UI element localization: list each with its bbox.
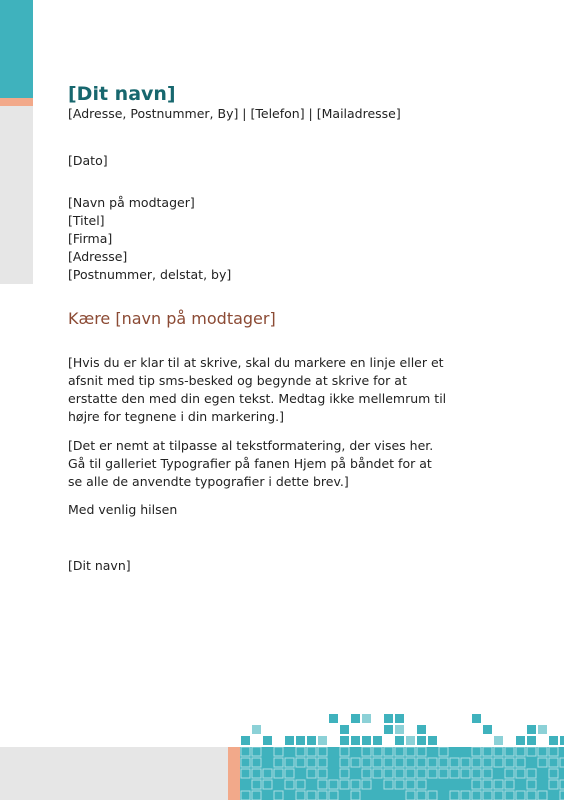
mosaic-grid-cell bbox=[505, 758, 514, 767]
mosaic-grid-cell bbox=[538, 747, 547, 756]
mosaic-pixel bbox=[395, 714, 404, 723]
mosaic-grid-cell bbox=[472, 758, 481, 767]
mosaic-grid-cell bbox=[516, 758, 525, 767]
mosaic-grid-cell bbox=[538, 791, 547, 800]
mosaic-grid-cell bbox=[241, 791, 250, 800]
mosaic-pixel bbox=[340, 725, 349, 734]
mosaic-grid-cell bbox=[417, 747, 426, 756]
mosaic-grid-cell bbox=[428, 758, 437, 767]
mosaic-grid-cell bbox=[252, 758, 261, 767]
mosaic-grid-cell bbox=[494, 780, 503, 789]
mosaic-grid-cell bbox=[483, 758, 492, 767]
mosaic-pixel bbox=[516, 736, 525, 745]
mosaic-pixel bbox=[263, 736, 272, 745]
mosaic-grid-cell bbox=[307, 769, 316, 778]
mosaic-grid-cell bbox=[362, 780, 371, 789]
mosaic-grid-cell bbox=[549, 758, 558, 767]
mosaic-grid-cell bbox=[439, 747, 448, 756]
mosaic-grid-cell bbox=[461, 758, 470, 767]
mosaic-grid-cell bbox=[318, 758, 327, 767]
mosaic-grid-cell bbox=[538, 758, 547, 767]
mosaic-grid-cell bbox=[318, 791, 327, 800]
signature-name: [Dit navn] bbox=[68, 558, 131, 573]
mosaic-grid-cell bbox=[252, 780, 261, 789]
mosaic-grid-cell bbox=[296, 747, 305, 756]
mosaic-grid-cell bbox=[450, 791, 459, 800]
mosaic-grid-cell bbox=[527, 747, 536, 756]
mosaic-grid-cell bbox=[362, 769, 371, 778]
mosaic-pixel bbox=[285, 736, 294, 745]
mosaic-grid-cell bbox=[373, 769, 382, 778]
mosaic-grid-cell bbox=[483, 769, 492, 778]
mosaic-grid-cell bbox=[417, 780, 426, 789]
mosaic-grid-cell bbox=[274, 769, 283, 778]
mosaic-grid-cell bbox=[527, 791, 536, 800]
mosaic-grid-cell bbox=[450, 769, 459, 778]
mosaic-grid-cell bbox=[362, 747, 371, 756]
mosaic-grid-cell bbox=[560, 758, 564, 767]
mosaic-grid-cell bbox=[406, 780, 415, 789]
mosaic-grid-cell bbox=[285, 780, 294, 789]
mosaic-grid-cell bbox=[494, 747, 503, 756]
mosaic-grid-cell bbox=[472, 780, 481, 789]
mosaic-grid-cell bbox=[560, 791, 564, 800]
mosaic-grid-cell bbox=[384, 769, 393, 778]
mosaic-pixel bbox=[395, 736, 404, 745]
mosaic-pixel bbox=[362, 736, 371, 745]
mosaic-grid-cell bbox=[483, 780, 492, 789]
mosaic-grid-cell bbox=[472, 769, 481, 778]
mosaic-grid-cell bbox=[373, 747, 382, 756]
recipient-address: [Adresse] bbox=[68, 249, 128, 264]
mosaic-grid-cell bbox=[241, 758, 250, 767]
mosaic-grid-cell bbox=[505, 791, 514, 800]
mosaic-grid-cell bbox=[362, 758, 371, 767]
mosaic-grid-cell bbox=[527, 780, 536, 789]
mosaic-pixel bbox=[329, 714, 338, 723]
mosaic-pixel bbox=[384, 714, 393, 723]
mosaic-grid-cell bbox=[417, 769, 426, 778]
mosaic-grid-cell bbox=[384, 758, 393, 767]
mosaic-grid-cell bbox=[384, 747, 393, 756]
salutation: Kære [navn på modtager] bbox=[68, 309, 276, 328]
mosaic-pixel bbox=[340, 736, 349, 745]
mosaic-grid-cell bbox=[439, 758, 448, 767]
mosaic-grid-cell bbox=[307, 758, 316, 767]
mosaic-pixel bbox=[384, 725, 393, 734]
closing: Med venlig hilsen bbox=[68, 502, 178, 517]
mosaic-grid-cell bbox=[395, 747, 404, 756]
body-paragraph-1: [Hvis du er klar til at skrive, skal du markere en linje eller et afsnit med tip sms-besked og begynde at skrive for at erstatte den med din egen tekst. Medtag ikke mellemrum til højre for tegnene i din markering.] bbox=[68, 355, 447, 424]
mosaic-pixel bbox=[351, 736, 360, 745]
mosaic-grid-cell bbox=[461, 769, 470, 778]
mosaic-grid-cell bbox=[241, 747, 250, 756]
mosaic-grid-cell bbox=[450, 758, 459, 767]
mosaic-pixel bbox=[307, 736, 316, 745]
mosaic-grid-cell bbox=[351, 791, 360, 800]
mosaic-pixel bbox=[483, 725, 492, 734]
mosaic-grid-cell bbox=[351, 758, 360, 767]
mosaic-grid-cell bbox=[296, 780, 305, 789]
mosaic-grid-cell bbox=[307, 747, 316, 756]
mosaic-grid-cell bbox=[406, 791, 415, 800]
mosaic-grid-cell bbox=[285, 769, 294, 778]
mosaic-grid-cell bbox=[483, 747, 492, 756]
mosaic-grid-cell bbox=[516, 769, 525, 778]
mosaic-grid-cell bbox=[483, 791, 492, 800]
mosaic-grid-cell bbox=[274, 747, 283, 756]
mosaic-grid-cell bbox=[395, 758, 404, 767]
mosaic-grid-cell bbox=[285, 758, 294, 767]
mosaic-pixel bbox=[560, 736, 564, 745]
mosaic-pixel bbox=[417, 736, 426, 745]
mosaic-grid-cell bbox=[417, 791, 426, 800]
mosaic-grid-cell bbox=[340, 747, 349, 756]
mosaic-pixel bbox=[549, 736, 558, 745]
mosaic-grid-cell bbox=[318, 747, 327, 756]
sender-contact-line: [Adresse, Postnummer, By] | [Telefon] | [Mailadresse] bbox=[68, 106, 401, 121]
mosaic-pixel bbox=[494, 736, 503, 745]
mosaic-pixel bbox=[373, 736, 382, 745]
mosaic-pixel bbox=[241, 736, 250, 745]
mosaic-grid-cell bbox=[461, 791, 470, 800]
mosaic-grid-cell bbox=[329, 791, 338, 800]
mosaic-grid-cell bbox=[307, 791, 316, 800]
recipient-title: [Titel] bbox=[68, 213, 105, 228]
recipient-name: [Navn på modtager] bbox=[68, 195, 195, 210]
recipient-company: [Firma] bbox=[68, 231, 113, 246]
mosaic-grid-cell bbox=[527, 769, 536, 778]
mosaic-grid-cell bbox=[241, 769, 250, 778]
body-paragraph-2: [Det er nemt at tilpasse al tekstformatering, der vises her. Gå til galleriet Typografier på fanen Hjem på båndet for at se alle de anvendte typografier i dette brev.] bbox=[68, 438, 434, 489]
mosaic-pixel bbox=[362, 714, 371, 723]
decor-gray-band-left bbox=[0, 106, 33, 284]
mosaic-grid-cell bbox=[549, 769, 558, 778]
mosaic-grid-cell bbox=[472, 747, 481, 756]
mosaic-grid-cell bbox=[494, 791, 503, 800]
mosaic-grid-cell bbox=[428, 791, 437, 800]
mosaic-grid-cell bbox=[274, 758, 283, 767]
decor-gray-band-bottom bbox=[0, 747, 228, 800]
mosaic-grid-cell bbox=[329, 780, 338, 789]
mosaic-grid-cell bbox=[263, 769, 272, 778]
mosaic-grid-cell bbox=[505, 747, 514, 756]
mosaic-grid-cell bbox=[560, 780, 564, 789]
mosaic-grid-cell bbox=[505, 780, 514, 789]
mosaic-pixel bbox=[472, 714, 481, 723]
mosaic-grid-cell bbox=[318, 780, 327, 789]
mosaic-grid-cell bbox=[373, 758, 382, 767]
mosaic-grid-cell bbox=[549, 780, 558, 789]
mosaic-pixel bbox=[538, 725, 547, 734]
decor-teal-band-top bbox=[0, 0, 33, 98]
mosaic-grid-cell bbox=[252, 747, 261, 756]
mosaic-grid-cell bbox=[274, 791, 283, 800]
mosaic-grid-cell bbox=[406, 747, 415, 756]
mosaic-grid-cell bbox=[252, 769, 261, 778]
mosaic-grid-cell bbox=[516, 791, 525, 800]
mosaic-grid-cell bbox=[406, 769, 415, 778]
decor-peach-stripe-bottom bbox=[228, 747, 240, 800]
recipient-postal: [Postnummer, delstat, by] bbox=[68, 267, 232, 282]
mosaic-grid-cell bbox=[318, 769, 327, 778]
mosaic-pixel bbox=[252, 725, 261, 734]
mosaic-pixel bbox=[527, 725, 536, 734]
mosaic-grid-cell bbox=[406, 758, 415, 767]
mosaic-grid-cell bbox=[505, 769, 514, 778]
mosaic-grid-cell bbox=[252, 791, 261, 800]
mosaic-grid-cell bbox=[428, 769, 437, 778]
mosaic-grid-cell bbox=[472, 791, 481, 800]
letter-date: [Dato] bbox=[68, 153, 108, 168]
mosaic-grid-cell bbox=[296, 758, 305, 767]
sender-name: [Dit navn] bbox=[68, 83, 176, 105]
mosaic-grid-cell bbox=[340, 769, 349, 778]
decor-peach-stripe-top bbox=[0, 98, 33, 106]
mosaic-grid-cell bbox=[340, 758, 349, 767]
mosaic-pixel bbox=[417, 725, 426, 734]
mosaic-grid-cell bbox=[263, 780, 272, 789]
mosaic-grid-cell bbox=[340, 780, 349, 789]
mosaic-grid-cell bbox=[351, 780, 360, 789]
mosaic-grid-cell bbox=[516, 747, 525, 756]
mosaic-pixel bbox=[296, 736, 305, 745]
mosaic-grid-cell bbox=[417, 758, 426, 767]
mosaic-grid-cell bbox=[439, 769, 448, 778]
mosaic-pixel bbox=[318, 736, 327, 745]
mosaic-pixel bbox=[406, 736, 415, 745]
mosaic-grid-cell bbox=[395, 780, 404, 789]
mosaic-grid-cell bbox=[549, 747, 558, 756]
mosaic-pixel bbox=[395, 725, 404, 734]
decor-pixel-mosaic bbox=[240, 714, 564, 800]
mosaic-grid-cell bbox=[395, 769, 404, 778]
mosaic-pixel bbox=[351, 714, 360, 723]
mosaic-grid-cell bbox=[494, 758, 503, 767]
mosaic-grid-cell bbox=[384, 780, 393, 789]
mosaic-pixel bbox=[428, 736, 437, 745]
mosaic-grid-cell bbox=[296, 791, 305, 800]
mosaic-pixel bbox=[527, 736, 536, 745]
